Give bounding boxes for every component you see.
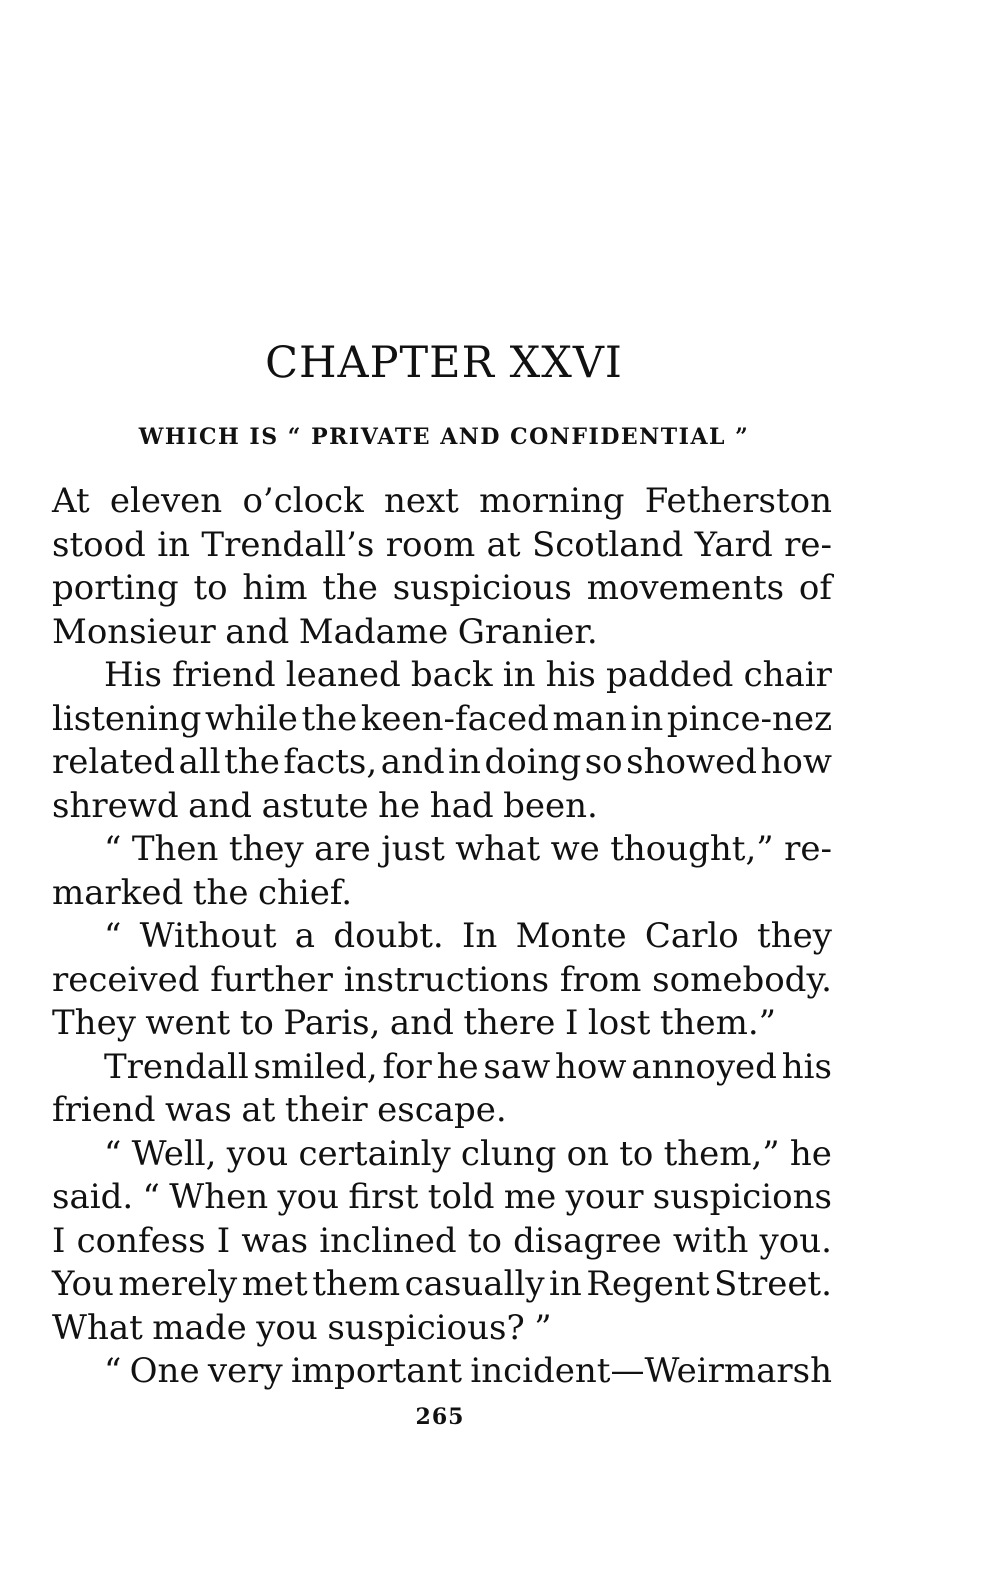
text-line: “ Then they are just what we thought,” re- (104, 829, 832, 869)
text-line: “ One very important incident—Weirmarsh (104, 1351, 832, 1391)
text-line: shrewd and astute he had been. (52, 785, 598, 826)
text-line: Trendall smiled, for he saw how annoyed his (104, 1046, 832, 1087)
text-line: Monsieur and Madame Granier. (52, 611, 598, 652)
chapter-title: CHAPTER XXVI (265, 338, 623, 388)
page-number: 265 (415, 1404, 465, 1430)
text-line: related all the facts, and in doing so showed how (52, 742, 832, 782)
text-line: listening while the keen-faced man in pince-nez (52, 698, 832, 739)
text-line: His friend leaned back in his padded chair (104, 655, 832, 695)
body-text (52, 480, 832, 1394)
text-line: “ Without a doubt. In Monte Carlo they (104, 916, 832, 956)
text-line: porting to him the suspicious movements of (52, 568, 832, 608)
text-line: “ Well, you certainly clung on to them,” he (104, 1133, 832, 1174)
text-line: I confess I was inclined to disagree with you. (52, 1220, 832, 1261)
text-line: What made you suspicious? ” (52, 1307, 552, 1348)
text-line: friend was at their escape. (52, 1090, 507, 1130)
text-line: said. “ When you first told me your suspicions (52, 1177, 832, 1217)
text-line: You merely met them casually in Regent Street. (52, 1264, 832, 1304)
text-line: received further instructions from somebody. (52, 959, 832, 1000)
text-line: stood in Trendall’s room at Scotland Yard re- (52, 524, 832, 565)
text-line: They went to Paris, and there I lost them.” (52, 1003, 777, 1043)
chapter-subtitle: WHICH IS “ PRIVATE AND CONFIDENTIAL ” (138, 424, 750, 450)
text-line: At eleven o’clock next morning Fetherston (52, 481, 832, 521)
text-line: marked the chief. (52, 872, 353, 913)
